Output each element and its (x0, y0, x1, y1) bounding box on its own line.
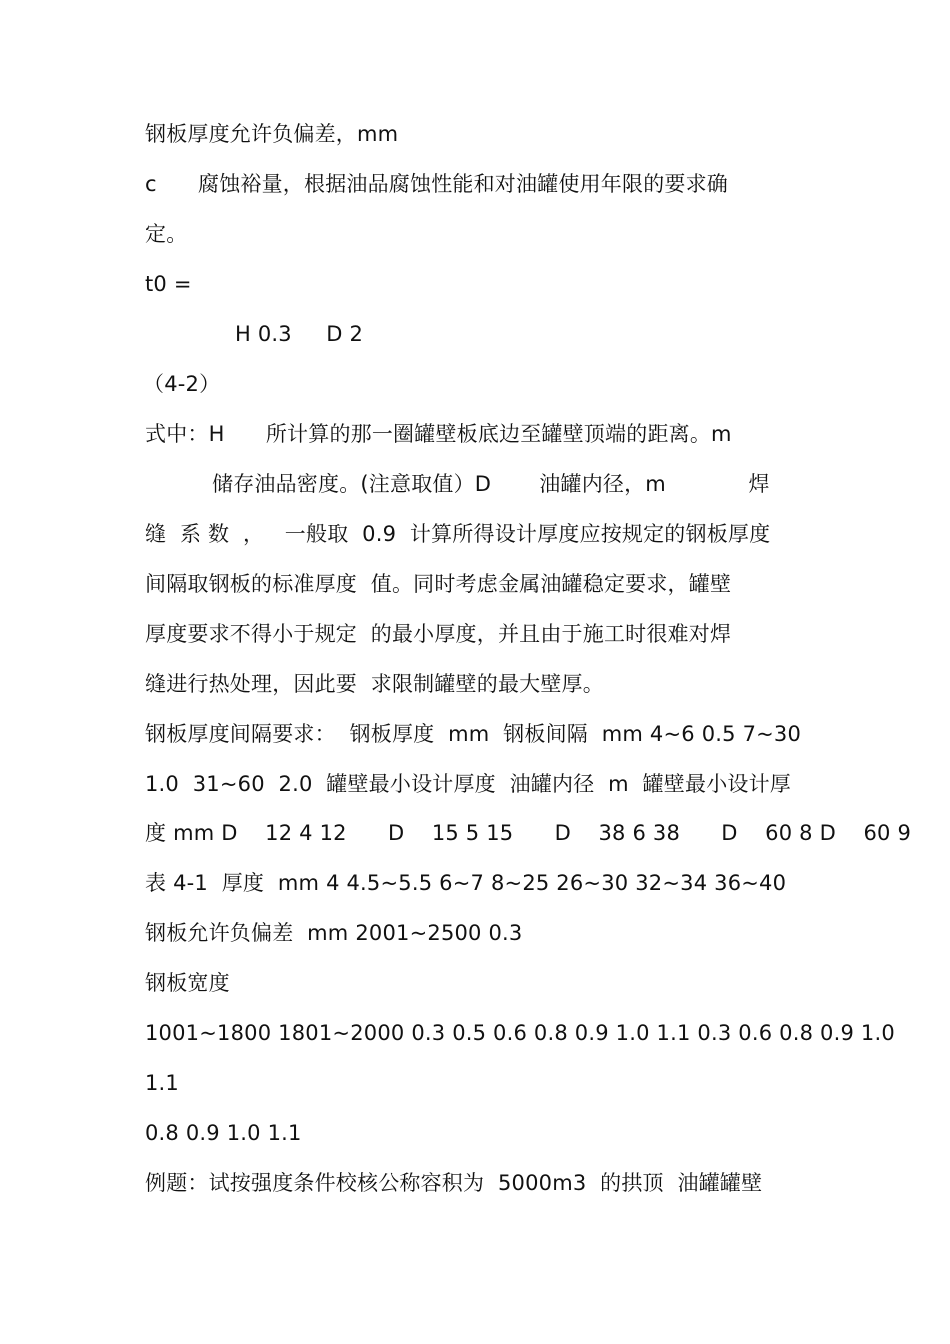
text-line: 储存油品密度。(注意取值）D 油罐内径，m 焊 (212, 472, 770, 496)
text-line: 度 mm D 12 4 12 D 15 5 15 D 38 6 38 D 60 8 D 60 9 (145, 821, 912, 845)
text-line: 间隔取钢板的标准厚度 值。同时考虑金属油罐稳定要求，罐壁 (145, 572, 732, 596)
text-line: 缝进行热处理，因此要 求限制罐壁的最大壁厚。 (145, 672, 604, 696)
text-line: 0.8 0.9 1.0 1.1 (145, 1121, 302, 1145)
text-line: 1001~1800 1801~2000 0.3 0.5 0.6 0.8 0.9 1.0 1.1 0.3 0.6 0.8 0.9 1.0 (145, 1021, 895, 1045)
text-line: 式中：H 所计算的那一圈罐壁板底边至罐壁顶端的距离。m (145, 422, 732, 446)
text-line: 厚度要求不得小于规定 的最小厚度，并且由于施工时很难对焊 (145, 622, 732, 646)
text-line: c 腐蚀裕量，根据油品腐蚀性能和对油罐使用年限的要求确 (145, 172, 728, 196)
text-line: 钢板厚度允许负偏差，mm (145, 122, 399, 146)
text-line: 钢板厚度间隔要求： 钢板厚度 mm 钢板间隔 mm 4~6 0.5 7~30 (145, 722, 802, 746)
text-line: 1.1 (145, 1071, 179, 1095)
text-line: 例题：试按强度条件校核公称容积为 5000m3 的拱顶 油罐罐壁 (145, 1171, 763, 1195)
text-line: 钢板允许负偏差 mm 2001~2500 0.3 (145, 921, 523, 945)
formula-line: H 0.3 D 2 (235, 322, 364, 346)
text-line: 1.0 31~60 2.0 罐壁最小设计厚度 油罐内径 m 罐壁最小设计厚 (145, 772, 791, 796)
formula-line: t0 = (145, 272, 192, 296)
text-line: 钢板宽度 (145, 971, 230, 995)
text-line: 表 4-1 厚度 mm 4 4.5~5.5 6~7 8~25 26~30 32~34 36~40 (145, 871, 787, 895)
equation-number: （4-2） (143, 372, 221, 396)
text-line: 缝 系 数 ， 一般取 0.9 计算所得设计厚度应按规定的钢板厚度 (145, 522, 771, 546)
text-line: 定。 (145, 222, 188, 246)
